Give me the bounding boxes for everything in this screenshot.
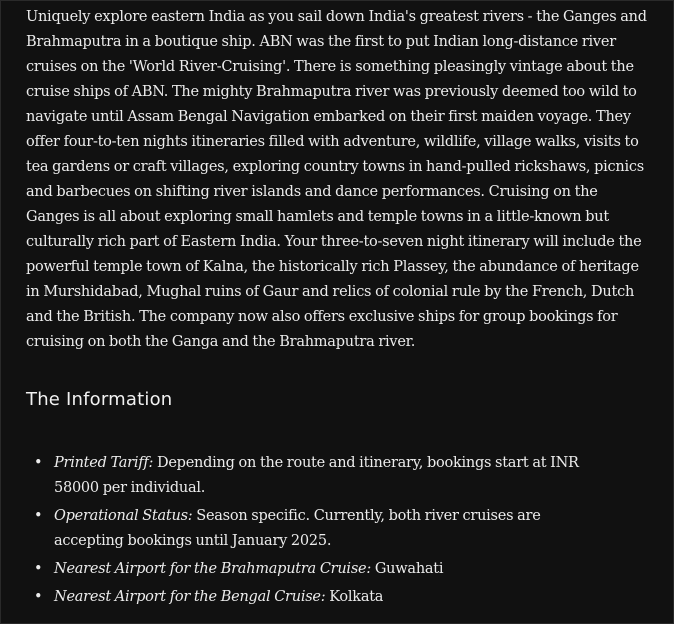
- item-label: Operational Status:: [54, 508, 193, 524]
- bullet-icon: •: [34, 589, 43, 605]
- list-item-operational-status: [34, 504, 653, 554]
- list-item-printed-tariff: [34, 451, 653, 501]
- item-text: Depending on the route and itinerary, bookings start at INR 58000 per individual.: [54, 455, 579, 496]
- information-list: [26, 451, 653, 610]
- section-heading-information: The Information: [26, 389, 173, 410]
- item-text: Season specific. Currently, both river cruises are accepting bookings until January 2025.: [54, 508, 541, 549]
- list-item-airport-brahmaputra: [34, 557, 653, 582]
- item-text: Guwahati: [370, 561, 444, 577]
- item-label: Nearest Airport for the Brahmaputra Cruise:: [54, 561, 371, 577]
- item-label: Printed Tariff:: [54, 455, 154, 471]
- item-label: Nearest Airport for the Bengal Cruise:: [54, 589, 326, 605]
- item-text: Kolkata: [325, 589, 384, 605]
- intro-paragraph: Uniquely explore eastern India as you sail down India's greatest rivers - the Ganges and Brahmaputra in a boutique ship. ABN was the first to put Indian long-distance river cruises on the 'World River-Cruising'. There is something pleasingly vintage about the cruise ships of ABN. The mighty Brahmaputra river was previously deemed too wild to navigate until Assam Bengal Navigation embarked on their first maiden voyage. They offer four-to-ten nights itineraries filled with adventure, wildlife, village walks, visits to tea gardens or craft villages, exploring country towns in hand-pulled rickshaws, picnics and barbecues on shifting river islands and dance performances. Cruising on the Ganges is all about exploring small hamlets and temple towns in a little-known but culturally rich part of Eastern India. Your three-to-seven night itinerary will include the powerful temple town of Kalna, the historically rich Plassey, the abundance of heritage in Murshidabad, Mughal ruins of Gaur and relics of colonial rule by the French, Dutch and the British. The company now also offers exclusive ships for group bookings for cruising on both the Ganga and the Brahmaputra river.: [26, 9, 647, 350]
- bullet-icon: •: [34, 561, 43, 577]
- bullet-icon: •: [34, 508, 43, 524]
- list-item-airport-bengal: [34, 585, 653, 610]
- article-content: [1, 1, 673, 610]
- bullet-icon: •: [34, 455, 43, 471]
